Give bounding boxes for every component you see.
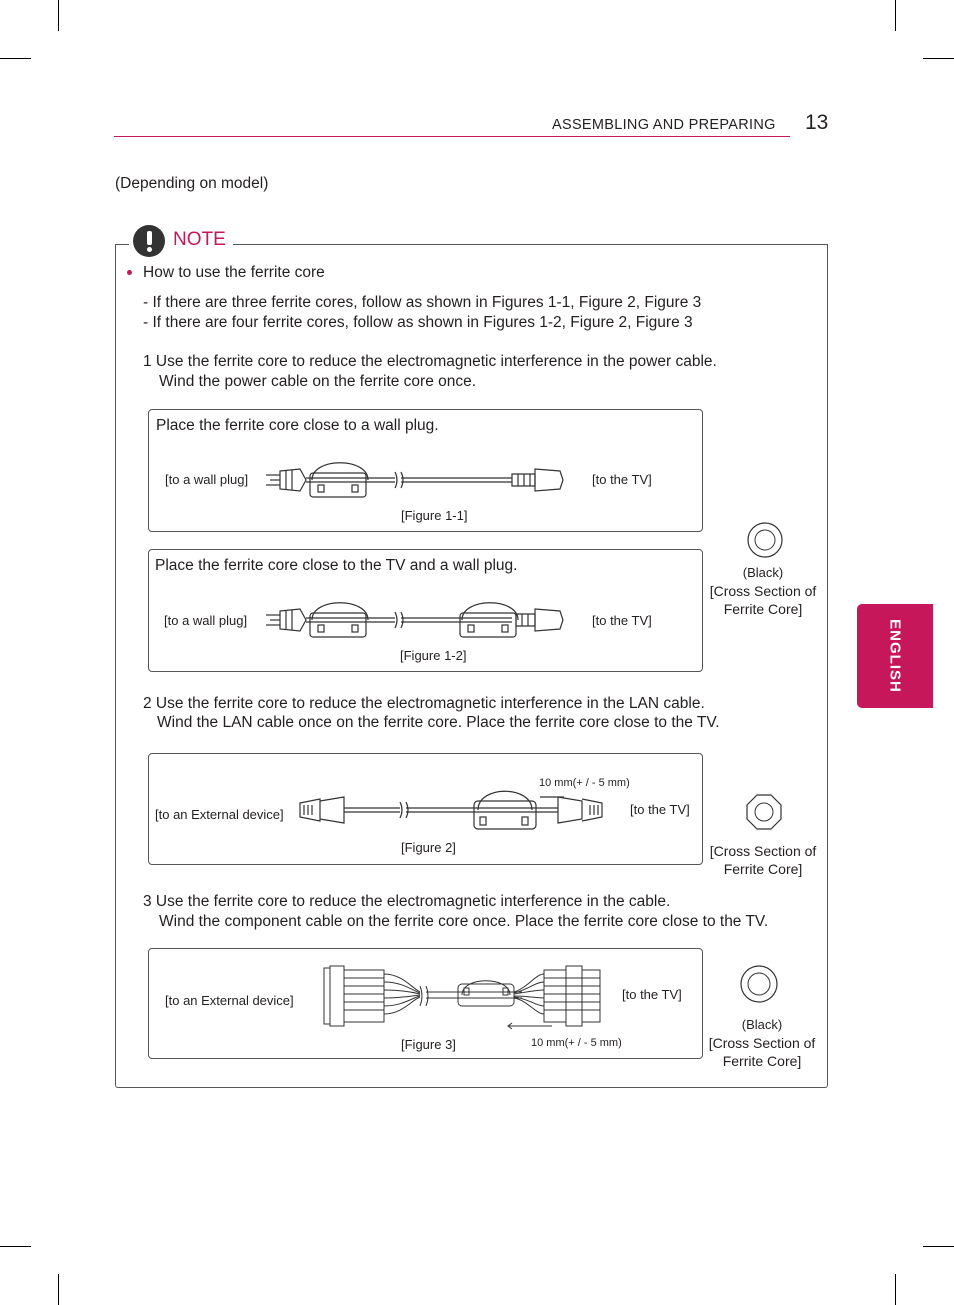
step3-line1: 3 Use the ferrite core to reduce the electromagnetic interference in the cable.	[143, 893, 671, 910]
note-title: NOTE	[173, 229, 226, 250]
figure-1-2-left-label: [to a wall plug]	[164, 613, 248, 628]
figure-1-2-caption: Place the ferrite core close to the TV and a wall plug.	[155, 557, 518, 574]
figure-1-1-label: [Figure 1-1]	[401, 508, 468, 523]
bullet-text: How to use the ferrite core	[143, 264, 325, 281]
cross-section-2-line1: [Cross Section of	[709, 843, 817, 859]
ferrite-cross-section-icon	[745, 793, 783, 831]
step3-line2: Wind the component cable on the ferrite core once. Place the ferrite core close to the TV.	[159, 913, 769, 930]
language-tab	[857, 604, 933, 708]
step1-line2: Wind the power cable on the ferrite core once.	[159, 373, 477, 390]
cross-section-1-color: (Black)	[742, 565, 784, 580]
lan-cable-icon	[296, 783, 631, 838]
model-note: (Depending on model)	[115, 175, 269, 192]
ferrite-cross-section-icon	[738, 963, 780, 1005]
figure-2-left-label: [to an External device]	[155, 807, 284, 822]
note-line-2: - If there are four ferrite cores, follow as shown in Figures 1-2, Figure 2, Figure 3	[143, 314, 693, 331]
crop-mark	[923, 58, 954, 59]
step1-line1: 1 Use the ferrite core to reduce the electromagnetic interference in the power cable.	[143, 353, 717, 370]
figure-1-1-left-label: [to a wall plug]	[165, 472, 249, 487]
page-number: 13	[805, 111, 829, 134]
note-line-1: - If there are three ferrite cores, follow as shown in Figures 1-1, Figure 2, Figure 3	[143, 294, 702, 311]
header-rule	[114, 136, 790, 137]
ferrite-cross-section-icon	[745, 520, 785, 560]
step2-line2: Wind the LAN cable once on the ferrite core. Place the ferrite core close to the TV.	[157, 714, 720, 731]
crop-mark	[58, 1274, 59, 1305]
figure-3-left-label: [to an External device]	[165, 993, 294, 1008]
power-cord-icon	[260, 455, 580, 505]
step2-line1: 2 Use the ferrite core to reduce the electromagnetic interference in the LAN cable.	[143, 695, 705, 712]
figure-1-1-caption: Place the ferrite core close to a wall plug.	[156, 417, 439, 434]
figure-3-label: [Figure 3]	[401, 1037, 456, 1052]
figure-3-measure: 10 mm(+ / - 5 mm)	[531, 1037, 622, 1049]
crop-mark	[0, 1246, 31, 1247]
cross-section-3-color: (Black)	[741, 1017, 783, 1032]
crop-mark	[895, 0, 896, 31]
crop-mark	[895, 1274, 896, 1305]
exclamation-icon	[133, 225, 165, 257]
cross-section-2-line2: Ferrite Core]	[723, 861, 803, 877]
cross-section-3-line1: [Cross Section of	[708, 1035, 816, 1051]
crop-mark	[58, 0, 59, 31]
language-tab-label: ENGLISH	[886, 619, 904, 693]
cross-section-3-line2: Ferrite Core]	[722, 1053, 802, 1069]
figure-1-2-right-label: [to the TV]	[592, 613, 652, 628]
note-frame-top-right	[233, 244, 828, 245]
crop-mark	[923, 1246, 954, 1247]
figure-2-label: [Figure 2]	[401, 840, 456, 855]
power-cord-icon	[260, 595, 580, 645]
section-title: ASSEMBLING AND PREPARING	[552, 117, 776, 133]
figure-2-right-label: [to the TV]	[630, 802, 690, 817]
figure-3-right-label: [to the TV]	[622, 987, 682, 1002]
component-cable-icon	[322, 962, 607, 1034]
cross-section-1-line2: Ferrite Core]	[723, 601, 803, 617]
figure-2-measure: 10 mm(+ / - 5 mm)	[539, 777, 630, 789]
figure-1-2-label: [Figure 1-2]	[400, 648, 467, 663]
crop-mark	[0, 58, 31, 59]
note-frame-top-left	[115, 244, 129, 245]
cross-section-1-line1: [Cross Section of	[709, 583, 817, 599]
bullet-icon	[127, 270, 132, 275]
figure-1-1-right-label: [to the TV]	[592, 472, 652, 487]
